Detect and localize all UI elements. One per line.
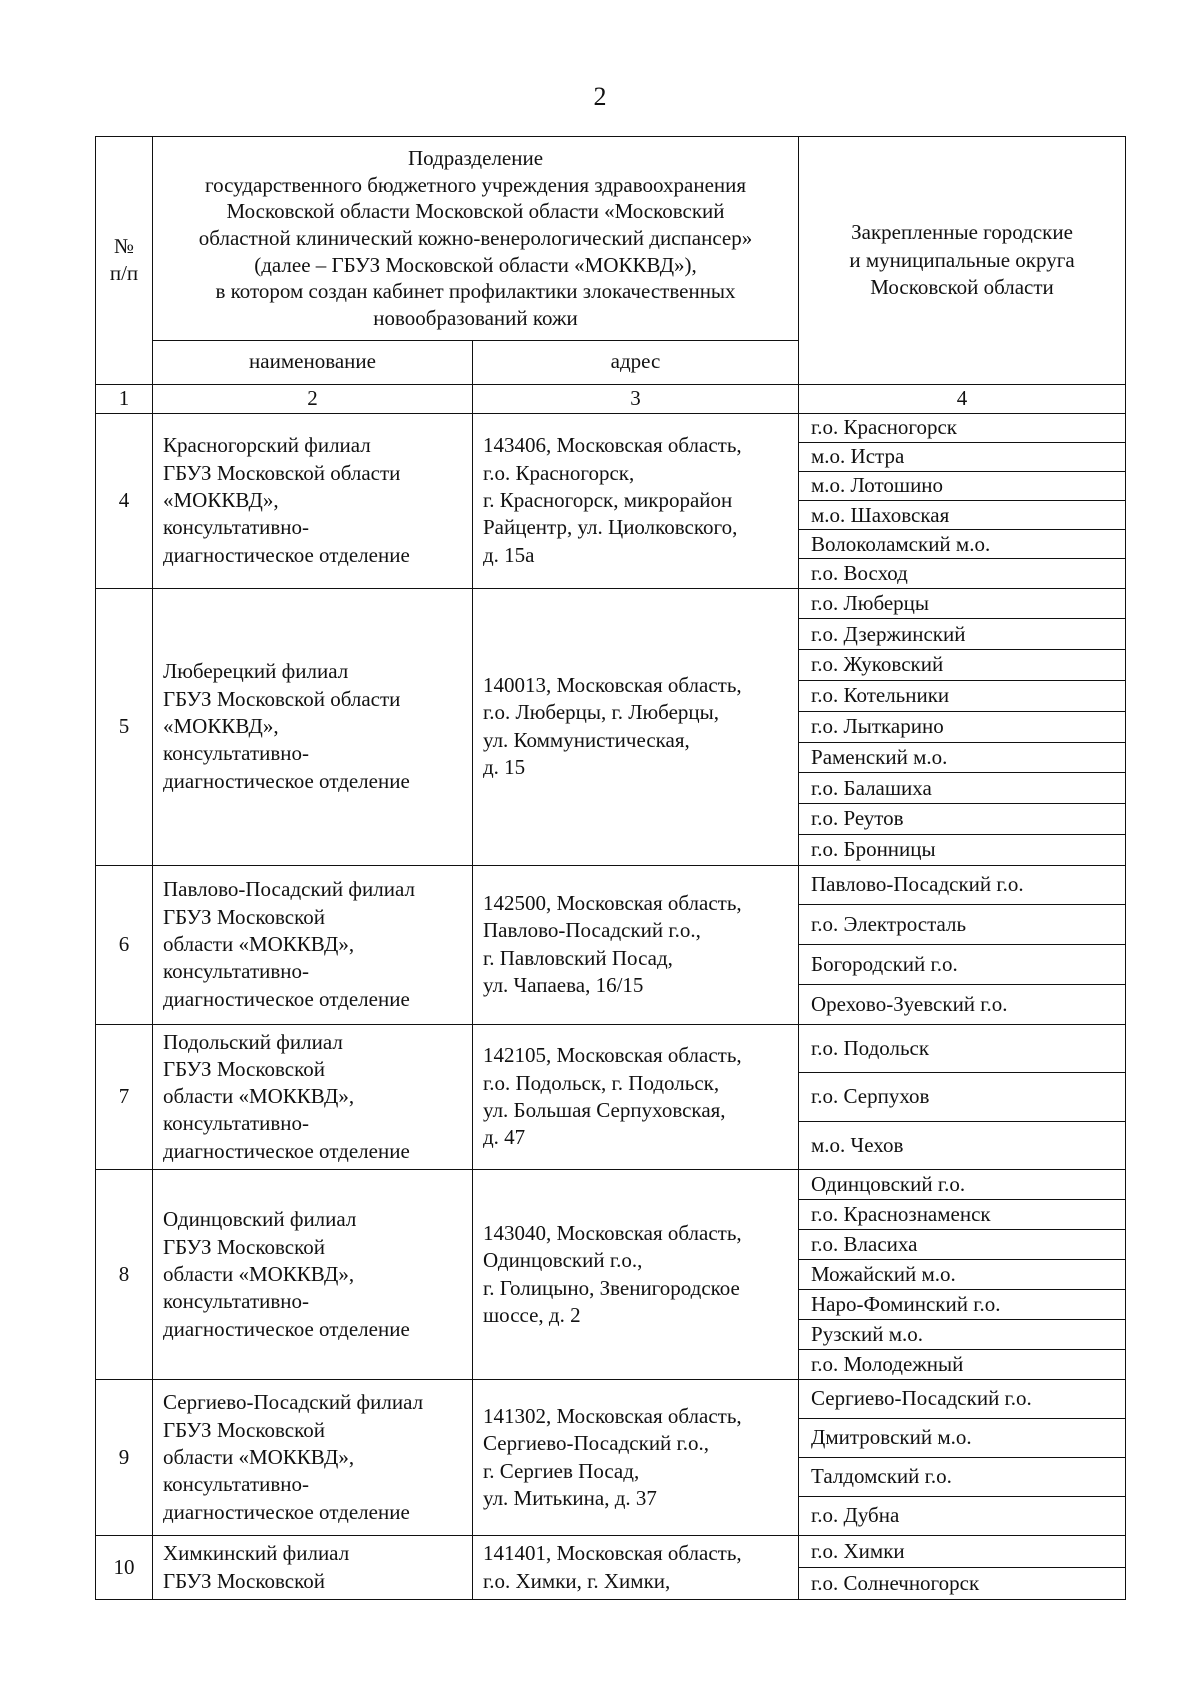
district-item: г.о. Красногорск: [799, 414, 1125, 443]
branch-name-line: ГБУЗ Московской: [163, 1234, 325, 1259]
district-item: м.о. Шаховская: [799, 501, 1125, 530]
table-row: [96, 865, 1126, 1024]
branch-address-cell: [473, 1380, 799, 1536]
column-index-cell: 2: [153, 384, 473, 413]
branch-name-line: Одинцовский филиал: [163, 1207, 357, 1232]
districts-cell: [799, 1536, 1126, 1600]
districts-list: [799, 1536, 1125, 1599]
branch-address-line: д. 47: [483, 1125, 526, 1150]
district-item: м.о. Истра: [799, 443, 1125, 472]
branch-address-line: д. 15а: [483, 542, 535, 567]
branch-name-line: ГБУЗ Московской: [163, 1568, 325, 1593]
district-item: Наро-Фоминский г.о.: [799, 1290, 1125, 1320]
branch-name-line: Сергиево-Посадский филиал: [163, 1390, 424, 1415]
header-districts-line: Закрепленные городские: [851, 220, 1073, 245]
table-row: [96, 588, 1126, 865]
district-item: г.о. Серпухов: [799, 1073, 1125, 1122]
branch-name-line: области «МОККВД»,: [163, 1444, 355, 1469]
table-row: [96, 1024, 1126, 1169]
header-row: [96, 137, 1126, 341]
district-item: г.о. Молодежный: [811, 1351, 964, 1376]
district-item: г.о. Подольск: [799, 1025, 1125, 1074]
district-item: г.о. Дубна: [811, 1503, 900, 1528]
branch-name-cell: [153, 1380, 473, 1536]
branch-address-line: г.о. Химки, г. Химки,: [483, 1568, 671, 1593]
branch-address-line: 141401, Московская область,: [483, 1541, 742, 1566]
districts-list: [799, 589, 1125, 865]
branch-address-cell: [473, 413, 799, 588]
districts-list: [799, 866, 1125, 1024]
header-subdivision-line: Московской области Московской области «Московский: [226, 199, 725, 224]
header-number-cell: [96, 137, 153, 385]
district-item: г.о. Власиха: [799, 1230, 1125, 1260]
branch-address-cell: [473, 588, 799, 865]
header-address-cell: адрес: [473, 340, 799, 384]
branch-address-line: 143406, Московская область,: [483, 433, 742, 458]
branch-name-line: консультативно-: [163, 1111, 310, 1136]
district-item: Богородский г.о.: [799, 945, 1125, 985]
branch-address-line: ул. Большая Серпуховская,: [483, 1097, 726, 1122]
header-districts-cell: [799, 137, 1126, 385]
branch-name-line: Люберецкий филиал: [163, 659, 349, 684]
branch-address-line: Одинцовский г.о.,: [483, 1248, 643, 1273]
district-item: м.о. Чехов: [811, 1132, 904, 1157]
branch-name-line: консультативно-: [163, 1472, 310, 1497]
branch-address-line: Райцентр, ул. Циолковского,: [483, 515, 738, 540]
table-row: [96, 1380, 1126, 1536]
branch-address-line: г. Сергиев Посад,: [483, 1458, 640, 1483]
branch-address-line: 142500, Московская область,: [483, 891, 742, 915]
branch-address-line: г.о. Красногорск,: [483, 460, 635, 485]
district-item: Орехово-Зуевский г.о.: [811, 991, 1008, 1016]
branch-address-line: Павлово-Посадский г.о.,: [483, 918, 701, 943]
page-number: 2: [593, 82, 607, 111]
branch-name-line: консультативно-: [163, 741, 310, 766]
branch-name-line: диагностическое отделение: [163, 1138, 410, 1163]
district-item: Талдомский г.о.: [799, 1458, 1125, 1497]
district-item: Одинцовский г.о.: [799, 1170, 1125, 1200]
branch-address-line: д. 15: [483, 754, 526, 779]
branch-address-line: ул. Митькина, д. 37: [483, 1485, 657, 1510]
header-subdivision-cell: [153, 137, 799, 341]
branch-address-cell: [473, 1024, 799, 1169]
branch-address-line: 142105, Московская область,: [483, 1043, 742, 1068]
branch-name-line: «МОККВД»,: [163, 487, 279, 512]
district-item: г.о. Солнечногорск: [811, 1570, 980, 1595]
branch-address-line: г. Голицыно, Звенигородское: [483, 1275, 740, 1300]
header-name-cell: наименование: [153, 340, 473, 384]
branch-name-line: консультативно-: [163, 959, 310, 984]
branch-name-line: консультативно-: [163, 1289, 310, 1314]
branch-name-line: Красногорский филиал: [163, 433, 371, 458]
table-row: [96, 1536, 1126, 1600]
districts-list: [799, 1380, 1125, 1535]
branch-address-line: ул. Чапаева, 16/15: [483, 972, 644, 997]
branch-name-cell: [153, 588, 473, 865]
branch-name-line: ГБУЗ Московской области: [163, 686, 401, 711]
branch-address-line: шоссе, д. 2: [483, 1302, 581, 1327]
districts-list: [799, 414, 1125, 588]
branch-name-line: области «МОККВД»,: [163, 1084, 355, 1109]
branch-name-cell: [153, 1024, 473, 1169]
district-item: Дмитровский м.о.: [799, 1419, 1125, 1458]
district-item: Павлово-Посадский г.о.: [799, 866, 1125, 906]
branch-name-cell: [153, 413, 473, 588]
branch-address-line: 141302, Московская область,: [483, 1403, 742, 1428]
branch-name-line: Подольский филиал: [163, 1029, 343, 1054]
districts-cell: [799, 588, 1126, 865]
district-item: г.о. Реутов: [799, 804, 1125, 835]
branch-name-line: ГБУЗ Московской области: [163, 460, 401, 485]
district-item: Рузский м.о.: [799, 1320, 1125, 1350]
district-item: г.о. Электросталь: [799, 905, 1125, 945]
branch-name-line: области «МОККВД»,: [163, 931, 355, 956]
branch-name-line: консультативно-: [163, 515, 310, 540]
branch-address-line: 143040, Московская область,: [483, 1220, 742, 1245]
header-number-line: п/п: [109, 261, 139, 286]
row-number-cell: 6: [96, 865, 153, 1024]
table-row: [96, 413, 1126, 588]
branch-name-cell: [153, 1536, 473, 1600]
branch-address-line: г. Красногорск, микрорайон: [483, 487, 733, 512]
branch-address-line: ул. Коммунистическая,: [483, 727, 690, 752]
row-number-cell: 9: [96, 1380, 153, 1536]
column-index-cell: 4: [799, 384, 1126, 413]
row-number-cell: 8: [96, 1170, 153, 1380]
branch-address-cell: [473, 1170, 799, 1380]
branch-address-line: г.о. Люберцы, г. Люберцы,: [483, 700, 720, 725]
districts-cell: [799, 1380, 1126, 1536]
branch-name-line: ГБУЗ Московской: [163, 1417, 325, 1442]
branch-name-line: ГБУЗ Московской: [163, 904, 325, 929]
district-item: Раменский м.о.: [799, 743, 1125, 774]
district-item: Сергиево-Посадский г.о.: [799, 1380, 1125, 1419]
branch-name-line: области «МОККВД»,: [163, 1261, 355, 1286]
column-index-cell: 1: [96, 384, 153, 413]
branch-name-cell: [153, 865, 473, 1024]
branches-table: [95, 136, 1126, 1600]
header-districts-line: и муниципальные округа: [849, 247, 1075, 272]
branch-name-line: диагностическое отделение: [163, 768, 410, 793]
header-subdivision-line: в котором создан кабинет профилактики злокачественных: [215, 279, 736, 304]
district-item: г.о. Краснознаменск: [799, 1200, 1125, 1230]
district-item: Можайский м.о.: [799, 1260, 1125, 1290]
branch-name-line: диагностическое отделение: [163, 986, 410, 1011]
branch-address-cell: [473, 1536, 799, 1600]
districts-list: [799, 1025, 1125, 1169]
district-item: г.о. Жуковский: [799, 650, 1125, 681]
branch-name-line: Павлово-Посадский филиал: [163, 877, 415, 902]
branch-address-line: г.о. Подольск, г. Подольск,: [483, 1070, 720, 1095]
branch-address-line: г. Павловский Посад,: [483, 945, 673, 970]
column-index-cell: 3: [473, 384, 799, 413]
branch-name-line: диагностическое отделение: [163, 1499, 410, 1524]
district-item: г.о. Бронницы: [811, 837, 936, 862]
district-item: г.о. Восход: [811, 560, 908, 585]
districts-cell: [799, 1024, 1126, 1169]
header-subdivision-line: государственного бюджетного учреждения здравоохранения: [204, 172, 747, 197]
header-subdivision-line: областной клинический кожно-венерологический диспансер»: [198, 225, 753, 250]
district-item: м.о. Лотошино: [799, 472, 1125, 501]
district-item: г.о. Химки: [799, 1536, 1125, 1568]
district-item: г.о. Люберцы: [799, 589, 1125, 620]
branch-name-line: «МОККВД»,: [163, 713, 279, 738]
column-index-row: [96, 384, 1126, 413]
branch-address-line: 140013, Московская область,: [483, 673, 742, 697]
district-item: г.о. Котельники: [799, 681, 1125, 712]
header-subdivision-line: (далее – ГБУЗ Московской области «МОККВД»),: [254, 252, 697, 277]
header-subdivision-line: новообразований кожи: [373, 305, 578, 330]
branch-name-line: диагностическое отделение: [163, 542, 410, 567]
branch-name-line: Химкинский филиал: [163, 1541, 350, 1566]
row-number-cell: 10: [96, 1536, 153, 1600]
row-number-cell: 7: [96, 1024, 153, 1169]
header-number-line: №: [113, 234, 135, 258]
branch-name-line: диагностическое отделение: [163, 1316, 410, 1341]
branch-name-cell: [153, 1170, 473, 1380]
branch-address-line: Сергиево-Посадский г.о.,: [483, 1431, 710, 1456]
row-number-cell: 5: [96, 588, 153, 865]
row-number-cell: 4: [96, 413, 153, 588]
district-item: г.о. Дзержинский: [799, 619, 1125, 650]
districts-cell: [799, 865, 1126, 1024]
districts-cell: [799, 1170, 1126, 1380]
header-districts-line: Московской области: [870, 274, 1054, 299]
districts-list: [799, 1170, 1125, 1379]
branch-name-line: ГБУЗ Московской: [163, 1056, 325, 1081]
district-item: г.о. Балашиха: [799, 773, 1125, 804]
branch-address-cell: [473, 865, 799, 1024]
district-item: г.о. Лыткарино: [799, 712, 1125, 743]
districts-cell: [799, 413, 1126, 588]
header-subdivision-line: Подразделение: [407, 146, 544, 170]
table-row: [96, 1170, 1126, 1380]
district-item: Волоколамский м.о.: [799, 530, 1125, 559]
